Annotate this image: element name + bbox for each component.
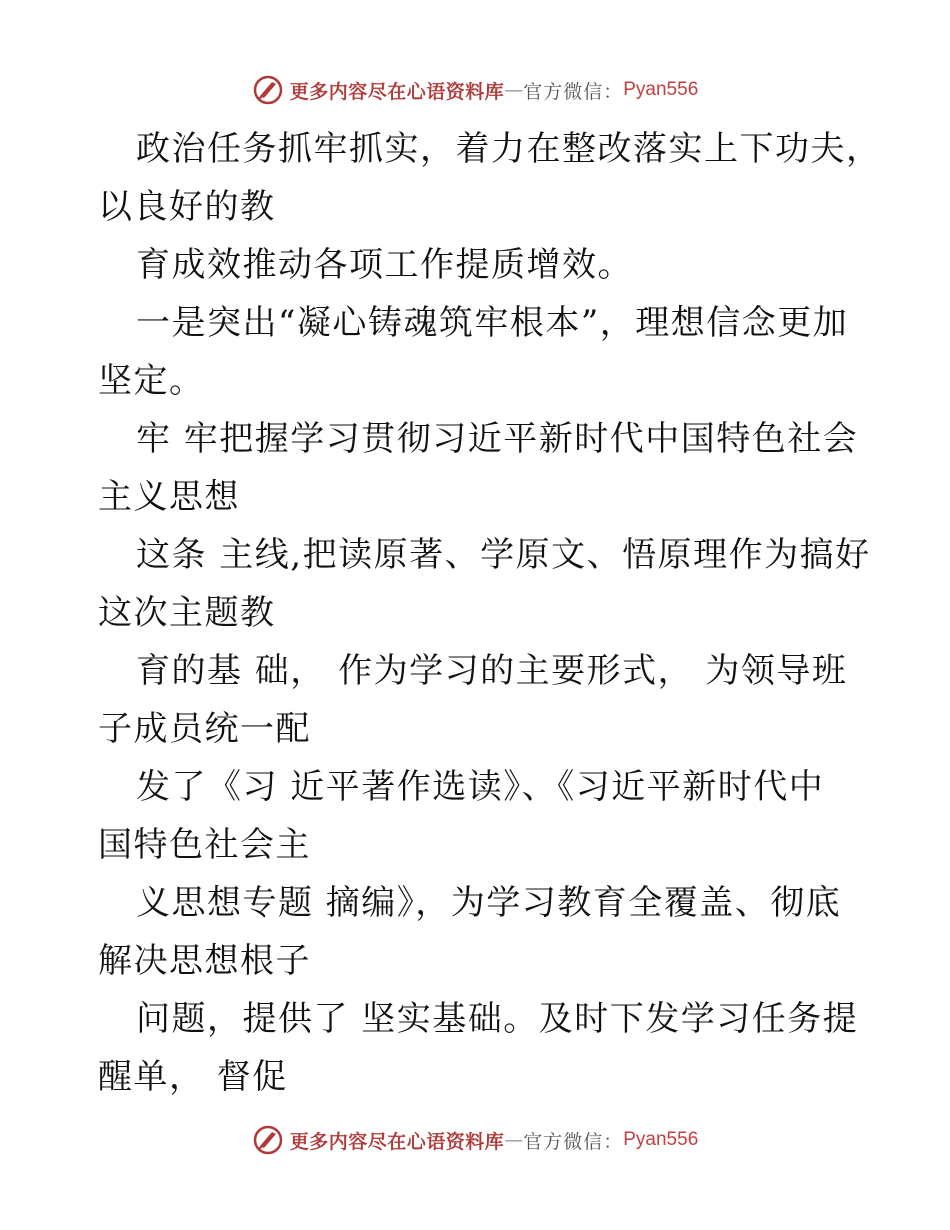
text-line: 义思想专题 摘编》，为学习教育全覆盖、彻底 (136, 883, 842, 923)
banner-wechat-label: 官方微信： (523, 80, 624, 103)
footer-banner (0, 1120, 950, 1160)
text-line: 坚定。 (98, 361, 205, 401)
text-line: 政治任务抓牢抓实，着力在整改落实上下功夫， (136, 129, 882, 169)
banner-brand: 更多内容尽在心语资料库 (289, 1130, 505, 1153)
text-line: 育的基 础， 作为学习的主要形式， 为领导班 (136, 651, 848, 691)
banner-wechat-id: Pyan556 (623, 79, 699, 100)
banner-brand: 更多内容尽在心语资料库 (289, 80, 505, 103)
text-line: 这条 主线,把读原著、学原文、悟原理作为搞好 (136, 535, 871, 575)
text-line: 发了《习 近平著作选读》、《习近平新时代中 (136, 767, 825, 807)
banner-wechat-id: Pyan556 (623, 1129, 699, 1150)
header-banner (0, 70, 950, 110)
text-line: 醒单， 督促 (98, 1057, 288, 1097)
body-text (98, 120, 882, 1106)
text-line: 以良好的教 (98, 187, 276, 227)
text-line: 主义思想 (98, 477, 240, 517)
text-line: 一是突出“凝心铸魂筑牢根本”，理想信念更加 (136, 303, 849, 343)
text-line: 育成效推动各项工作提质增效。 (136, 245, 633, 285)
text-line: 这次主题教 (98, 593, 276, 633)
banner-wechat-label: 官方微信： (523, 1130, 624, 1153)
banner-separator: — (504, 1129, 524, 1151)
text-line: 牢 牢把握学习贯彻习近平新时代中国特色社会 (136, 419, 859, 459)
logo-icon (252, 74, 284, 106)
text-line: 问题，提供了 坚实基础。及时下发学习任务提 (136, 999, 859, 1039)
text-line: 国特色社会主 (98, 825, 311, 865)
logo-icon (252, 1124, 284, 1156)
text-line: 子成员统一配 (98, 709, 311, 749)
banner-separator: — (504, 79, 524, 101)
text-line: 解决思想根子 (98, 941, 311, 981)
